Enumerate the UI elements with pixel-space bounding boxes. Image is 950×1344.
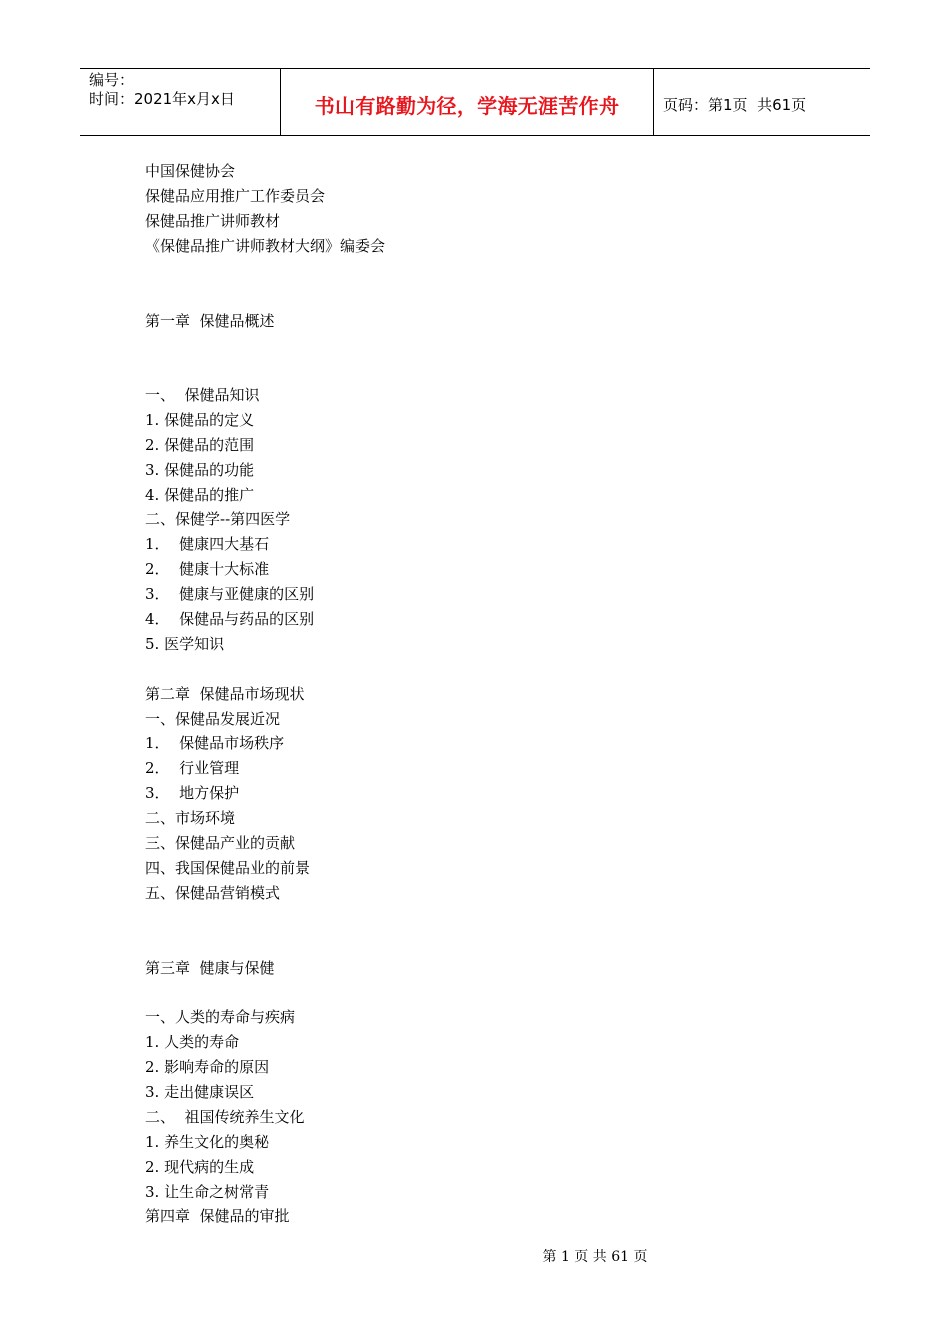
document-header <box>80 68 870 136</box>
motto-text: 书山有路勤为径，学海无涯苦作舟 <box>314 93 620 118</box>
section-heading: 二、保健学--第四医学 <box>145 510 291 528</box>
header-meta-cell <box>80 69 281 135</box>
chapter-heading: 第二章 保健品市场现状 <box>145 685 305 703</box>
list-item: 1. 养生文化的奥秘 <box>145 1133 270 1151</box>
text-line: 保健品应用推广工作委员会 <box>145 187 326 205</box>
list-item: 3. 让生命之树常青 <box>145 1183 270 1201</box>
list-item: 1. 人类的寿命 <box>145 1033 240 1051</box>
section-heading: 一、保健品发展近况 <box>145 710 281 728</box>
header-motto-cell <box>281 69 654 135</box>
list-item: 5. 医学知识 <box>145 635 225 653</box>
page-footer: 第 1 页 共 61 页 <box>542 1249 648 1265</box>
list-item: 1． 保健品市场秩序 <box>145 734 285 752</box>
chapter-heading: 第一章 保健品概述 <box>145 312 275 330</box>
chapter-heading: 第四章 保健品的审批 <box>145 1207 290 1225</box>
number-label: 编号： <box>89 71 135 89</box>
text-line: 保健品推广讲师教材 <box>145 212 281 230</box>
date-label: 时间：2021年x月x日 <box>89 90 235 108</box>
section-heading: 一、 保健品知识 <box>145 386 260 404</box>
list-item: 3. 保健品的功能 <box>145 461 255 479</box>
list-item: 2. 影响寿命的原因 <box>145 1058 270 1076</box>
list-item: 3． 健康与亚健康的区别 <box>145 585 315 603</box>
text-line: 中国保健协会 <box>145 162 236 180</box>
list-item: 1. 保健品的定义 <box>145 411 255 429</box>
list-item: 2. 现代病的生成 <box>145 1158 255 1176</box>
section-heading: 二、 祖国传统养生文化 <box>145 1108 305 1126</box>
chapter-heading: 第三章 健康与保健 <box>145 959 275 977</box>
section-heading: 二、市场环境 <box>145 809 236 827</box>
list-item: 3． 地方保护 <box>145 784 240 802</box>
list-item: 2． 健康十大标准 <box>145 560 270 578</box>
page-info: 页码：第1页 共61页 <box>663 95 807 114</box>
text-line: 《保健品推广讲师教材大纲》编委会 <box>145 237 386 255</box>
list-item: 1． 健康四大基石 <box>145 535 270 553</box>
section-heading: 三、保健品产业的贡献 <box>145 834 296 852</box>
list-item: 4. 保健品的推广 <box>145 486 255 504</box>
list-item: 3. 走出健康误区 <box>145 1083 255 1101</box>
list-item: 2. 保健品的范围 <box>145 436 255 454</box>
section-heading: 四、我国保健品业的前景 <box>145 859 311 877</box>
list-item: 2． 行业管理 <box>145 759 240 777</box>
section-heading: 一、人类的寿命与疾病 <box>145 1008 296 1026</box>
section-heading: 五、保健品营销模式 <box>145 884 281 902</box>
header-page-cell <box>654 69 870 135</box>
list-item: 4． 保健品与药品的区别 <box>145 610 315 628</box>
